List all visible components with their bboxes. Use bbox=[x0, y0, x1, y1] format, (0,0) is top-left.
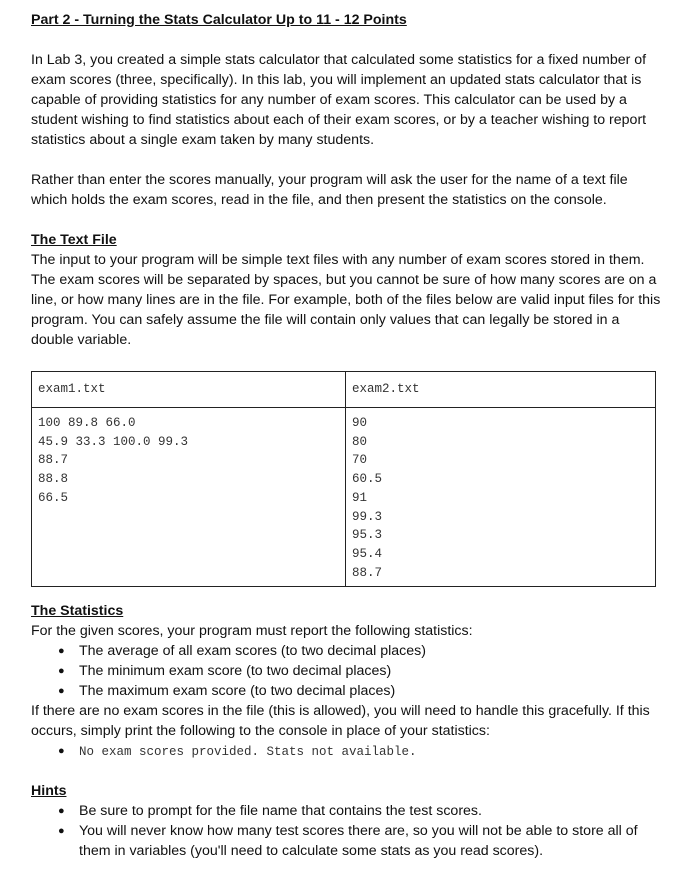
file2-line: 80 bbox=[352, 434, 368, 449]
file1-name: exam1.txt bbox=[32, 372, 346, 408]
file2-name: exam2.txt bbox=[346, 372, 656, 408]
file2-line: 95.3 bbox=[352, 528, 383, 543]
bullet-icon: ● bbox=[58, 745, 65, 757]
statistics-list bbox=[31, 641, 671, 701]
file1-line: 45.9 33.3 100.0 99.3 bbox=[38, 434, 189, 449]
file2-contents bbox=[346, 408, 656, 587]
list-item: ● You will never know how many test scores there are, so you will not be able to store all of them in variables (you'll need to calculate some stats as you read scores). bbox=[58, 823, 638, 859]
bullet-icon: ● bbox=[58, 825, 65, 837]
list-item: ● Be sure to prompt for the file name that contains the test scores. bbox=[58, 803, 482, 819]
file1-contents bbox=[32, 408, 346, 587]
bullet-icon: ● bbox=[58, 805, 65, 817]
file2-line: 99.3 bbox=[352, 509, 383, 524]
file1-line: 88.8 bbox=[38, 472, 69, 487]
statistics-section bbox=[31, 601, 671, 762]
empty-message-list bbox=[31, 741, 671, 762]
file2-line: 88.7 bbox=[352, 565, 383, 580]
text-file-heading: The Text File bbox=[31, 232, 117, 248]
hints-heading: Hints bbox=[31, 783, 67, 799]
empty-file-note: If there are no exam scores in the file (this is allowed), you will need to handle this gracefully. If this occurs, simply print the following to the console in place of your statistics: bbox=[31, 703, 650, 739]
page-title: Part 2 - Turning the Stats Calculator Up to 11 - 12 Points bbox=[31, 12, 407, 28]
file2-line: 90 bbox=[352, 416, 368, 430]
file2-line: 91 bbox=[352, 490, 368, 505]
statistics-heading: The Statistics bbox=[31, 603, 124, 619]
example-files-table bbox=[31, 371, 656, 587]
bullet-icon: ● bbox=[58, 685, 65, 697]
list-item: ● The minimum exam score (to two decimal places) bbox=[58, 663, 392, 679]
list-item: ● The maximum exam score (to two decimal places) bbox=[58, 683, 396, 699]
empty-message: No exam scores provided. Stats not available. bbox=[79, 745, 417, 759]
file2-line: 95.4 bbox=[352, 546, 383, 561]
list-item bbox=[31, 741, 671, 762]
file2-line: 70 bbox=[352, 453, 368, 468]
bullet-icon: ● bbox=[58, 645, 65, 657]
file1-line: 100 89.8 66.0 bbox=[38, 416, 136, 430]
bullet-icon: ● bbox=[58, 665, 65, 677]
text-file-paragraph: The input to your program will be simple text files with any number of exam scores stored in them. The exam scores will be separated by spaces, but you cannot be sure of how many scores are on a line, or how many lines are in the file. For example, both of the files below are valid input files for this program. You can safely assume the file will contain only values that can legally be stored in a double variable. bbox=[31, 252, 661, 348]
statistics-intro: For the given scores, your program must report the following statistics: bbox=[31, 623, 473, 639]
hints-list bbox=[31, 801, 671, 861]
file1-line: 66.5 bbox=[38, 490, 69, 505]
intro-paragraph: In Lab 3, you created a simple stats calculator that calculated some statistics for a fixed number of exam scores (three, specifically). In this lab, you will implement an updated stats calculator that is capable of providing statistics for any number of exam scores. This calculator can be used by a student wishing to find statistics about each of their exam scores, or by a teacher wishing to report statistics about a single exam taken by many students. bbox=[31, 52, 647, 148]
list-item: ● The average of all exam scores (to two decimal places) bbox=[58, 643, 426, 659]
document-body bbox=[31, 10, 661, 350]
hints-section bbox=[31, 781, 671, 861]
intro-paragraph-2: Rather than enter the scores manually, your program will ask the user for the name of a text file which holds the exam scores, read in the file, and then present the statistics on the console. bbox=[31, 172, 628, 208]
file1-line: 88.7 bbox=[38, 453, 69, 468]
file2-line: 60.5 bbox=[352, 472, 383, 487]
